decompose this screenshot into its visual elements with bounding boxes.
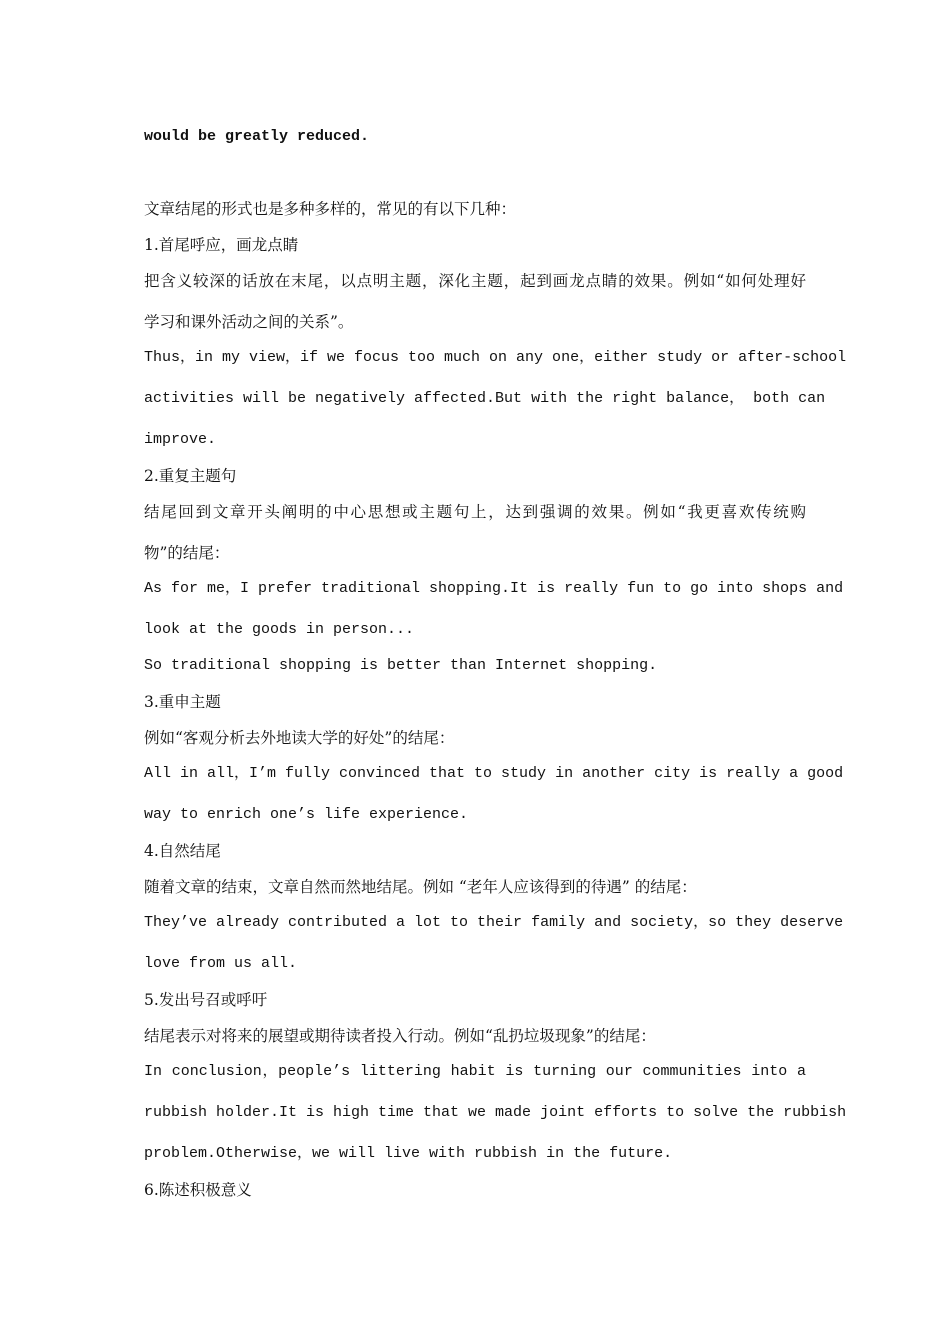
section-heading: 4.自然结尾 (144, 842, 221, 860)
paragraph-line: 物”的结尾： (144, 544, 230, 562)
example-line: love from us all. (144, 955, 298, 972)
example-line: All in all，I’m fully convinced that to study in another city is really a good (144, 765, 844, 782)
example-line: improve. (144, 431, 217, 448)
example-line: look at the goods in person... (144, 621, 415, 638)
paragraph-line: 学习和课外活动之间的关系”。 (144, 313, 354, 331)
paragraph-line: 随着文章的结束，文章自然而然地结尾。例如 “老年人应该得到的待遇” 的结尾： (144, 878, 697, 896)
example-line: activities will be negatively affected.But with the right balance， both can (144, 390, 826, 407)
example-line: In conclusion，people’s littering habit is turning our communities into a (144, 1063, 806, 1080)
example-line: rubbish holder.It is high time that we made joint efforts to solve the rubbish (144, 1104, 847, 1121)
example-line: They’ve already contributed a lot to their family and society，so they deserve (144, 914, 844, 931)
example-line: problem.Otherwise，we will live with rubbish in the future. (144, 1145, 673, 1162)
paragraph-line: 例如“客观分析去外地读大学的好处”的结尾： (144, 729, 455, 747)
paragraph-line: would be greatly reduced. (144, 128, 370, 145)
paragraph-line: 文章结尾的形式也是多种多样的，常见的有以下几种： (144, 200, 517, 218)
example-line: As for me，I prefer traditional shopping.It is really fun to go into shops and (144, 580, 844, 597)
paragraph-line: 结尾回到文章开头阐明的中心思想或主题句上，达到强调的效果。例如“我更喜欢传统购 (144, 503, 806, 521)
section-heading: 6.陈述积极意义 (144, 1181, 252, 1199)
example-line: Thus，in my view，if we focus too much on any one，either study or after-school (144, 349, 847, 366)
section-heading: 5.发出号召或呼吁 (144, 991, 268, 1009)
section-heading: 2.重复主题句 (144, 467, 237, 485)
section-heading: 3.重申主题 (144, 693, 221, 711)
example-line: So traditional shopping is better than Internet shopping. (144, 657, 658, 674)
section-heading: 1.首尾呼应，画龙点睛 (144, 236, 299, 254)
paragraph-line: 结尾表示对将来的展望或期待读者投入行动。例如“乱扔垃圾现象”的结尾： (144, 1027, 656, 1045)
example-line: way to enrich one’s life experience. (144, 806, 469, 823)
paragraph-line: 把含义较深的话放在末尾，以点明主题，深化主题，起到画龙点睛的效果。例如“如何处理好 (144, 272, 806, 290)
